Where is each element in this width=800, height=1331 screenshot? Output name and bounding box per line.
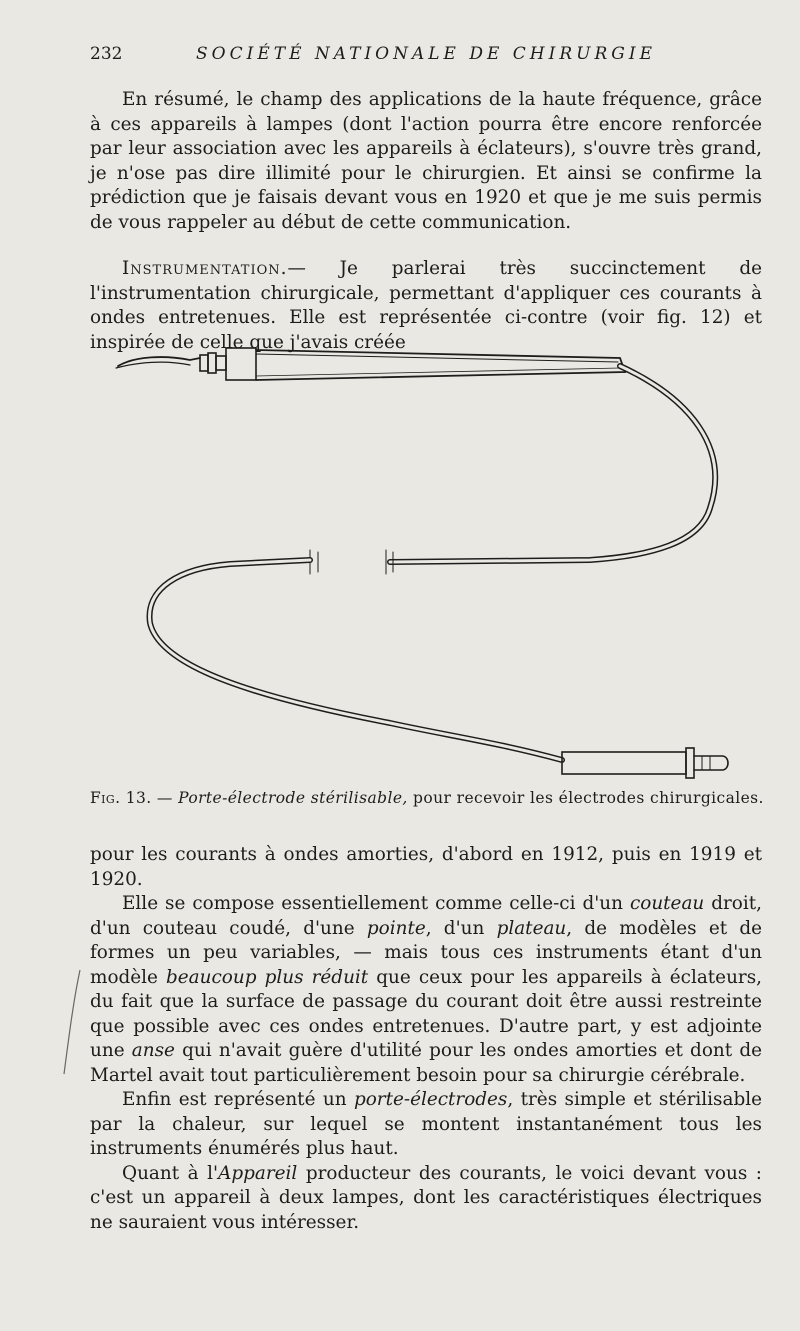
cable-upper — [390, 366, 715, 562]
emphasis-reduit: beaucoup plus réduit — [166, 966, 369, 988]
emphasis-couteau: couteau — [629, 893, 705, 914]
text-run: qui n'avait guère d'utilité pour les ondes amorties et dont de Martel avait tout particulièrement besoin pour sa chirurgie cérébrale. — [90, 1040, 763, 1086]
caption-dash: — — [151, 789, 179, 807]
running-title: SOCIÉTÉ NATIONALE DE CHIRURGIE — [196, 44, 656, 64]
emphasis-pointe: pointe — [366, 917, 426, 939]
text-run: , d'un — [425, 917, 497, 939]
paragraph-composition — [90, 892, 762, 1088]
text-run: droit, d'un couteau coudé, d'une — [90, 893, 762, 939]
figure-label: Fig. 13. — [90, 789, 152, 807]
text-run: que ceux pour les appareils à éclateurs, du fait que la surface de passage du courant doit être aussi restreinte que possible avec ces ondes entretenues. D'autre part, y est adjointe une — [90, 966, 762, 1061]
page-number: 232 — [90, 44, 123, 64]
section-heading: Instrumentation. — [122, 258, 288, 279]
electrode-holder-illustration — [90, 338, 762, 788]
plug-pin — [694, 756, 728, 770]
page-header — [90, 44, 762, 66]
emphasis-plateau: plateau — [496, 917, 567, 939]
text-run: , de modèles et de formes un peu variables, — mais tous ces instruments étant d'un modèle — [90, 917, 762, 988]
paragraph-porte-electrodes — [90, 1088, 762, 1162]
handle — [226, 348, 256, 380]
figure-electrode-holder — [90, 338, 762, 788]
margin-pencil-mark — [60, 968, 84, 1078]
text-run: Elle se compose essentiellement comme celle-ci d'un — [122, 893, 630, 914]
body-text-lower — [90, 843, 762, 1235]
plug-body — [562, 752, 686, 774]
emphasis-anse: anse — [131, 1040, 175, 1061]
paragraph-appareil — [90, 1162, 762, 1236]
figure-title: Porte-électrode stérilisable, — [178, 789, 408, 807]
text-run: Quant à l' — [122, 1162, 219, 1184]
caption-text: pour recevoir les électrodes chirurgicales. — [407, 789, 764, 807]
figure-caption — [90, 789, 762, 807]
paragraph-instrumentation-text: — Je parlerai très succinctement de l'instrumentation chirurgicale, permettant d'appliquer ces courants à ondes entretenues. Elle est représentée ci-contre (voir fig. 12) et inspirée de celle que j'avais créée — [90, 258, 762, 353]
cable-lower — [150, 560, 562, 760]
paragraph-summary: En résumé, le champ des applications de la haute fréquence, grâce à ces appareils à lampes (dont l'action pourra être encore renforcée par leur association avec les appareils à éclateurs), s'ouvre très grand, je n'ose pas dire illimité pour le chirurgien. Et ainsi se confirme la prédiction que je faisais devant vous en 1920 et que je me suis permis de vous rappeler au début de cette communication. — [90, 89, 762, 233]
connector-ring — [200, 355, 208, 371]
text-run: Enfin est représenté un — [122, 1089, 354, 1110]
paragraph-continuation: pour les courants à ondes amorties, d'abord en 1912, puis en 1919 et 1920. — [90, 844, 762, 890]
text-run: producteur des courants, le voici devant vous : c'est un appareil à deux lampes, dont les caractéristiques électriques ne sauraient vous intéresser. — [90, 1162, 763, 1233]
emphasis-porte-electrodes: porte-électrodes — [353, 1089, 508, 1110]
text-run: , très simple et stérilisable par la chaleur, sur lequel se montent instantanément tous les instruments énumérés plus haut. — [90, 1089, 762, 1159]
emphasis-appareil: Appareil — [218, 1162, 298, 1184]
